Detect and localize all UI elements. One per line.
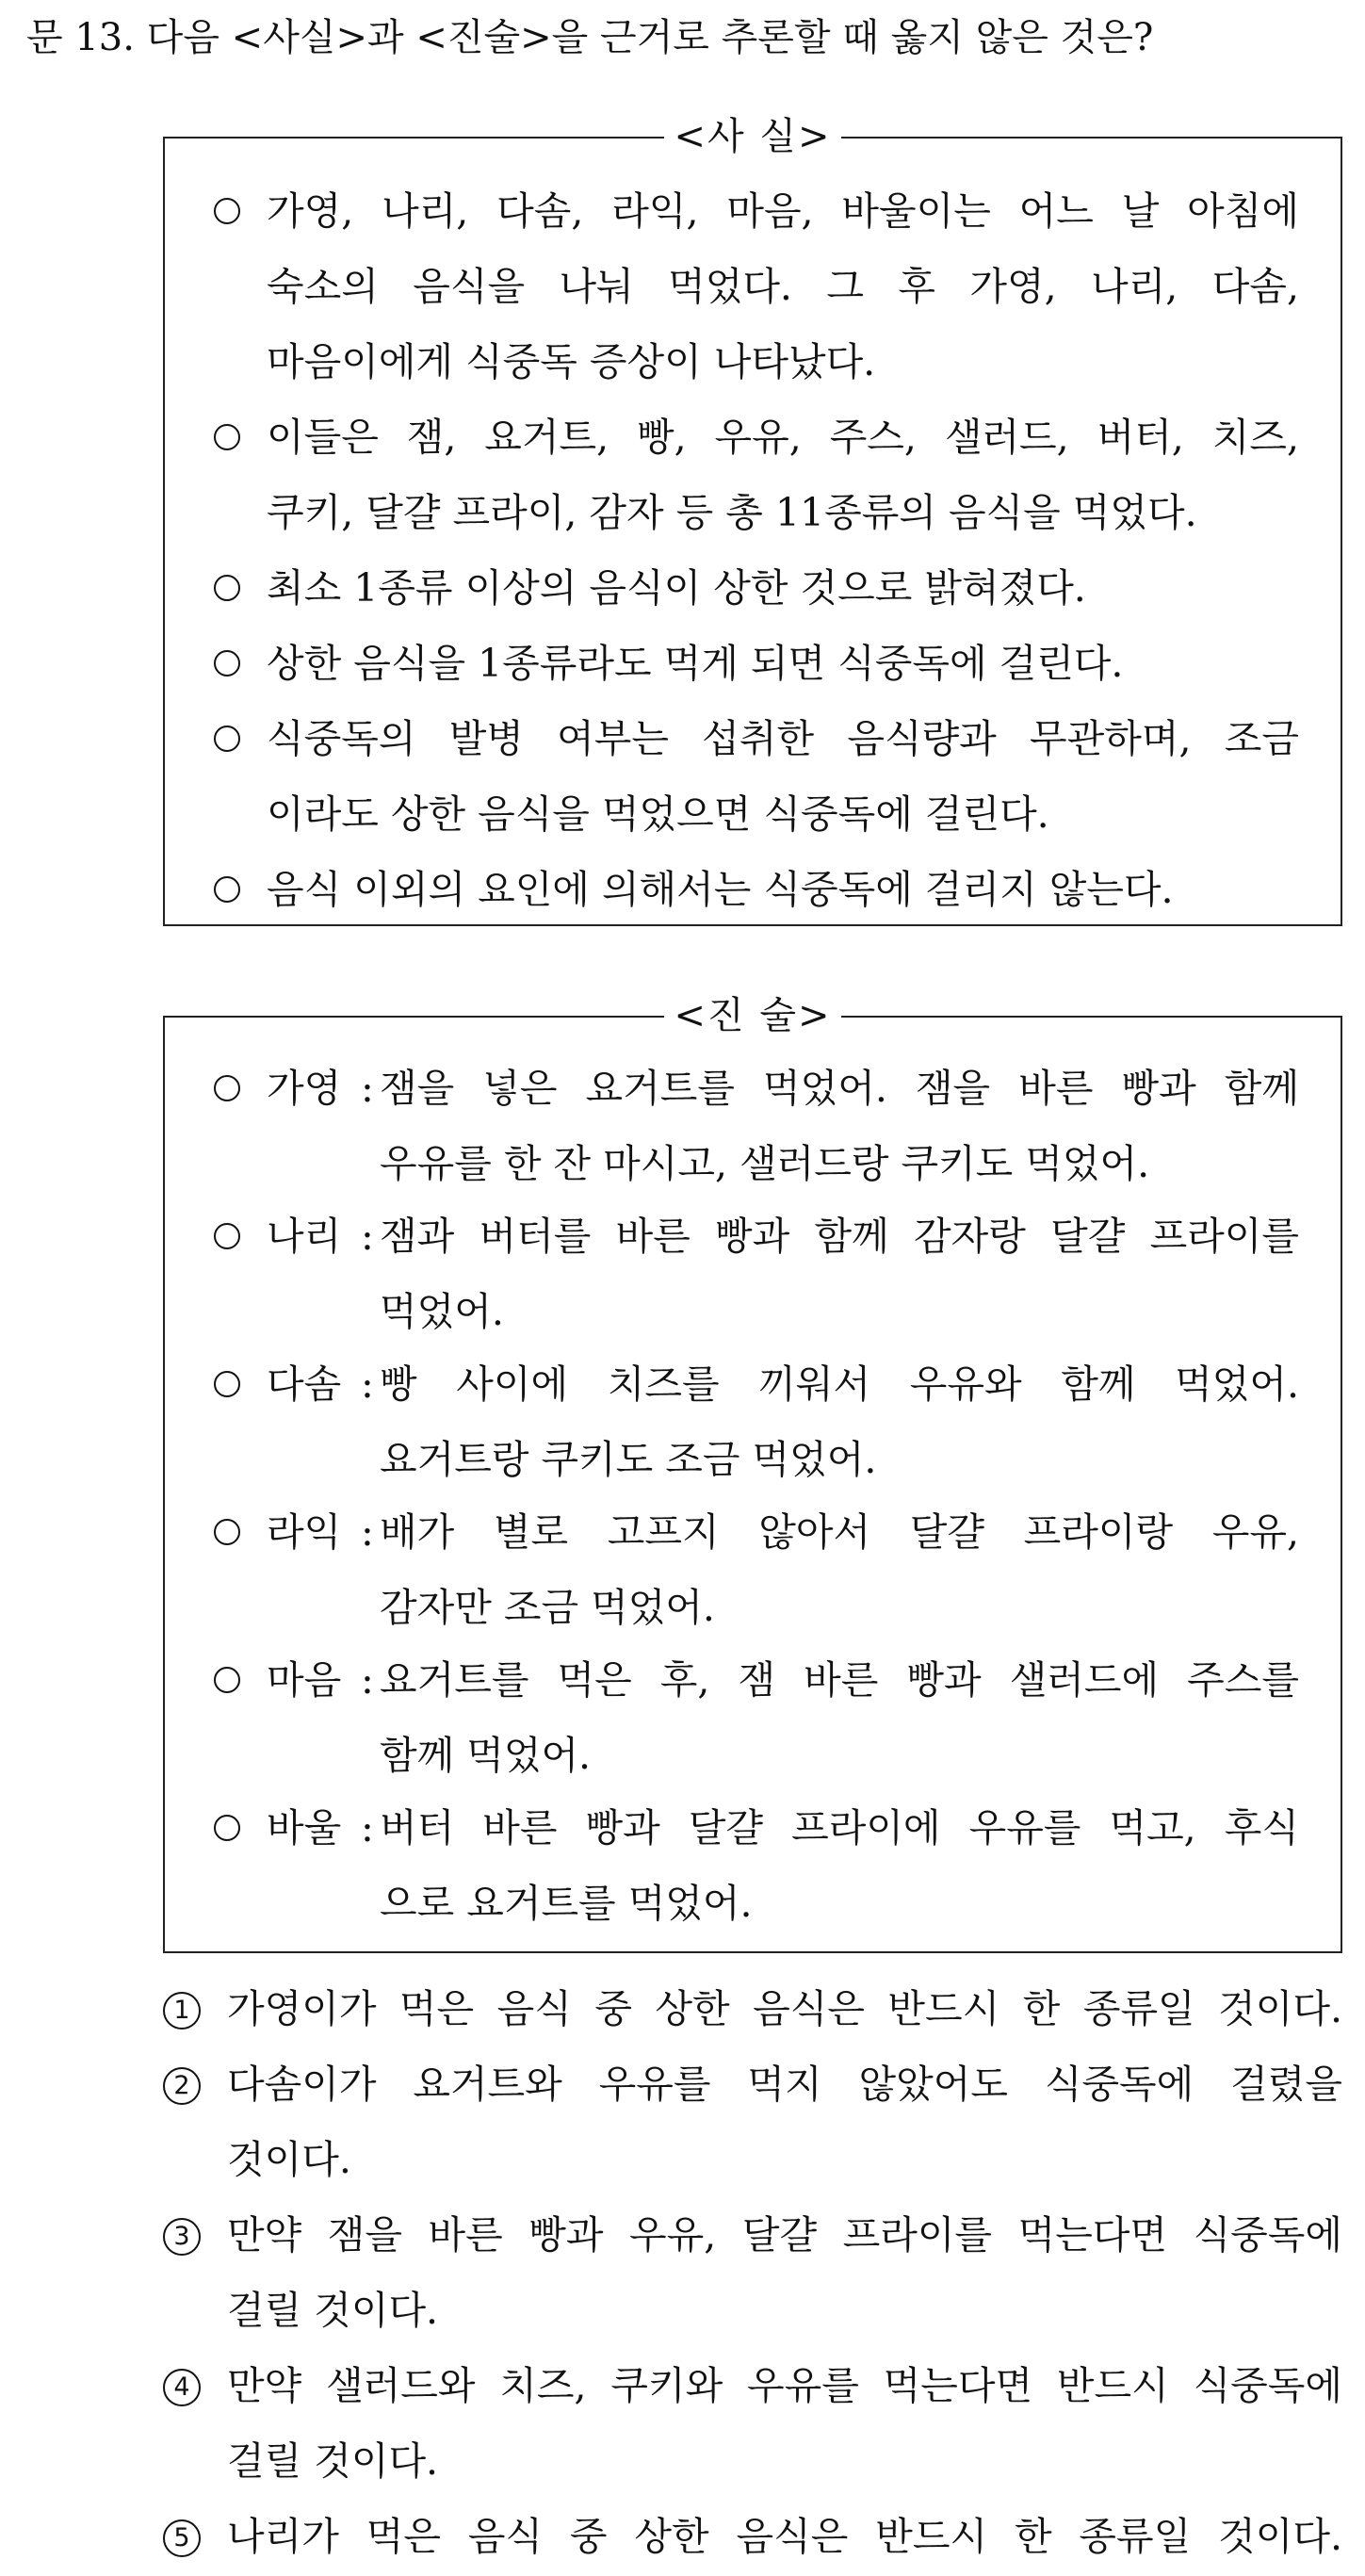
speaker-name: 바울 [267, 1805, 342, 1850]
bullet-circle-icon [214, 1519, 240, 1545]
bullet-circle-icon [214, 726, 240, 752]
fact-line: 식중독의 발병 여부는 섭취한 음식량과 무관하며, 조금 [267, 716, 1299, 761]
option-line: 것이다. [227, 2137, 351, 2182]
fact-line: 가영, 나리, 다솜, 라익, 마음, 바울이는 어느 날 아침에 [267, 188, 1299, 234]
speaker-name: 나리 [267, 1214, 342, 1259]
statement-line: 잼과 버터를 바른 빵과 함께 감자랑 달걀 프라이를 [380, 1214, 1299, 1259]
option-number-circle: 1 [163, 1992, 201, 2030]
option-number-circle: 3 [163, 2218, 201, 2256]
statement-line: 배가 별로 고프지 않아서 달걀 프라이랑 우유, [380, 1509, 1299, 1555]
speaker-name: 가영 [267, 1066, 342, 1111]
option-line: 가영이가 먹은 음식 중 상한 음식은 반드시 한 종류일 것이다. [227, 1986, 1342, 2031]
statement-line: 빵 사이에 치즈를 끼워서 우유와 함께 먹었어. [380, 1361, 1299, 1407]
bullet-circle-icon [214, 575, 240, 601]
statement-line: 먹었어. [380, 1289, 504, 1334]
fact-line: 음식 이외의 요인에 의해서는 식중독에 걸리지 않는다. [267, 867, 1174, 912]
bullet-circle-icon [214, 198, 240, 224]
fact-line: 이라도 상한 음식을 먹었으면 식중독에 걸린다. [267, 791, 1049, 837]
facts-box-title: <사 실> [165, 106, 1341, 167]
fact-line: 숙소의 음식을 나눠 먹었다. 그 후 가영, 나리, 다솜, [267, 264, 1299, 309]
bullet-circle-icon [214, 1667, 240, 1693]
option-line: 나리가 먹은 음식 중 상한 음식은 반드시 한 종류일 것이다. [227, 2514, 1342, 2559]
bullet-circle-icon [214, 1223, 240, 1249]
statement-line: 잼을 넣은 요거트를 먹었어. 잼을 바른 빵과 함께 [380, 1066, 1299, 1111]
bullet-circle-icon [214, 1371, 240, 1397]
statements-box: <진 술> 가영 : 잼을 넣은 요거트를 먹었어. 잼을 바른 빵과 함께 우유를 한 잔 마시고, 샐러드랑 쿠키도 먹었어. 나리 : 잼과 버터를 바른 빵과 함께 감자랑 달걀 프라이를 먹었어. 다솜 : 빵 사이에 치즈를 끼워서 우유와 함께 먹었어. 요거트랑 쿠키도 조금 먹었어. 라익 : 배가 별로 고프지 않아서 달걀 프라이랑 우유, 감자만 조금 먹었어. 마음 : 요거트를 먹은 후, 잼 바른 빵과 샐러드에 주스를 함께 먹었어. 바울 : 버터 바른 빵과 달걀 프라이에 우유를 먹고, 후식 으로 요거트를 먹었어. [163, 1016, 1342, 1953]
option-line: 만약 샐러드와 치즈, 쿠키와 우유를 먹는다면 반드시 식중독에 [227, 2363, 1342, 2408]
bullet-circle-icon [214, 650, 240, 677]
fact-line: 이들은 잼, 요거트, 빵, 우유, 주스, 샐러드, 버터, 치즈, [267, 415, 1299, 460]
fact-line: 최소 1종류 이상의 음식이 상한 것으로 밝혀졌다. [267, 565, 1086, 611]
option-number-circle: 4 [163, 2369, 201, 2406]
statements-box-title: <진 술> [165, 986, 1341, 1046]
statement-line: 함께 먹었어. [380, 1733, 592, 1778]
fact-line: 쿠키, 달걀 프라이, 감자 등 총 11종류의 음식을 먹었다. [267, 490, 1197, 535]
option-line: 만약 잼을 바른 빵과 우유, 달걀 프라이를 먹는다면 식중독에 [227, 2212, 1342, 2258]
bullet-circle-icon [214, 876, 240, 903]
statement-line: 요거트를 먹은 후, 잼 바른 빵과 샐러드에 주스를 [380, 1657, 1299, 1703]
statement-line: 으로 요거트를 먹었어. [380, 1881, 753, 1926]
statement-line: 감자만 조금 먹었어. [380, 1585, 715, 1630]
bullet-circle-icon [214, 424, 240, 450]
question-title: 문 13. 다음 <사실>과 <진술>을 근거로 추론할 때 옳지 않은 것은? [26, 16, 1154, 59]
speaker-name: 마음 [267, 1657, 342, 1703]
option-number-circle: 2 [163, 2067, 201, 2105]
fact-line: 마음이에게 식중독 증상이 나타났다. [267, 339, 876, 384]
statement-line: 버터 바른 빵과 달걀 프라이에 우유를 먹고, 후식 [380, 1805, 1299, 1850]
fact-line: 상한 음식을 1종류라도 먹게 되면 식중독에 걸린다. [267, 641, 1124, 686]
bullet-circle-icon [214, 1075, 240, 1101]
speaker-name: 라익 [267, 1509, 342, 1555]
option-line: 걸릴 것이다. [227, 2288, 439, 2333]
statement-line: 우유를 한 잔 마시고, 샐러드랑 쿠키도 먹었어. [380, 1141, 1150, 1186]
option-line: 걸릴 것이다. [227, 2438, 439, 2484]
option-line: 다솜이가 요거트와 우유를 먹지 않았어도 식중독에 걸렸을 [227, 2062, 1342, 2107]
facts-box [163, 115, 1342, 926]
bullet-circle-icon [214, 1815, 240, 1841]
speaker-name: 다솜 [267, 1361, 342, 1407]
option-number-circle: 5 [163, 2519, 201, 2557]
statement-line: 요거트랑 쿠키도 조금 먹었어. [380, 1437, 877, 1482]
